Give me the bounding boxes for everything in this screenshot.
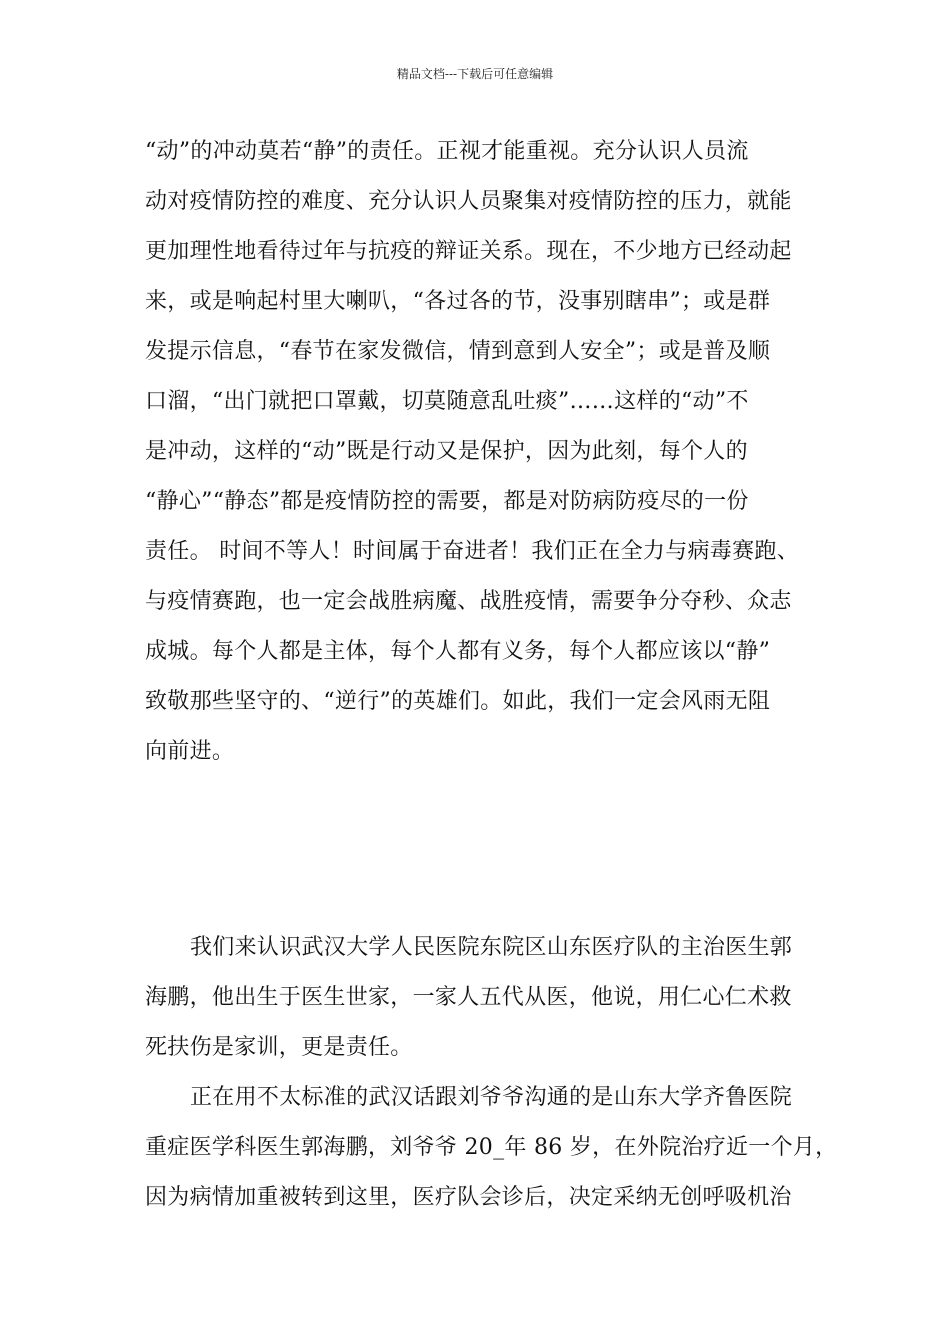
text-line: 重症医学科医生郭海鹏，刘爷爷 20_年 86 岁，在外院治疗近一个月，: [145, 1135, 838, 1160]
text-line: 与疫情赛跑，也一定会战胜病魔、战胜疫情，需要争分夺秒、众志: [145, 589, 792, 614]
text-line: 是冲动，这样的“动”既是行动又是保护，因为此刻，每个人的: [145, 439, 748, 464]
text-line: 正在用不太标准的武汉话跟刘爷爷沟通的是山东大学齐鲁医院: [190, 1085, 793, 1110]
page-header: 精品文档---下载后可任意编辑: [396, 67, 554, 81]
text-line: 死扶伤是家训，更是责任。: [145, 1035, 413, 1060]
text-line: 因为病情加重被转到这里，医疗队会诊后，决定采纳无创呼吸机治: [145, 1185, 792, 1210]
text-line: 致敬那些坚守的、“逆行”的英雄们。如此，我们一定会风雨无阻: [145, 689, 771, 714]
text-line: 来，或是响起村里大喇叭，“各过各的节，没事别瞎串”；或是群: [145, 289, 771, 314]
text-line: “静心”“静态”都是疫情防控的需要，都是对防病防疫尽的一份: [145, 489, 749, 514]
text-line: 口溜，“出门就把口罩戴，切莫随意乱吐痰”……这样的“动”不: [145, 389, 749, 414]
text-line: 动对疫情防控的难度、充分认识人员聚集对疫情防控的压力，就能: [145, 189, 792, 214]
text-line: 成城。每个人都是主体，每个人都有义务，每个人都应该以“静”: [145, 639, 771, 664]
text-line: 发提示信息，“春节在家发微信，情到意到人安全”；或是普及顺: [145, 339, 771, 364]
text-line: 海鹏，他出生于医生世家，一家人五代从医，他说，用仁心仁术救: [145, 985, 792, 1010]
text-line: 责任。 时间不等人！时间属于奋进者！我们正在全力与病毒赛跑、: [145, 539, 799, 564]
text-line: 我们来认识武汉大学人民医院东院区山东医疗队的主治医生郭: [190, 935, 793, 960]
text-line: 更加理性地看待过年与抗疫的辩证关系。现在，不少地方已经动起: [145, 239, 792, 264]
text-line: “动”的冲动莫若“静”的责任。正视才能重视。充分认识人员流: [145, 139, 749, 164]
text-line: 向前进。: [145, 739, 235, 764]
